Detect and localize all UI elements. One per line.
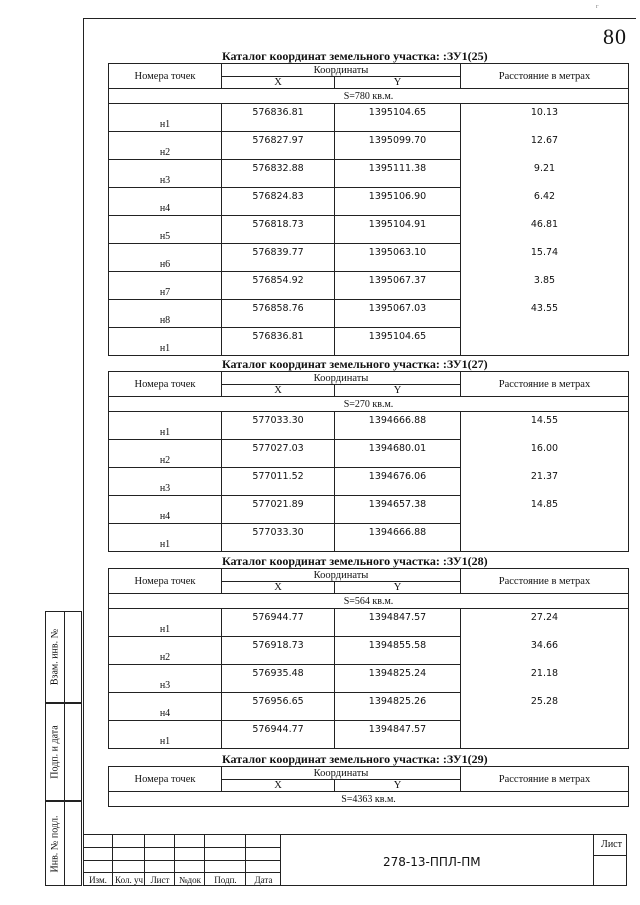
coordinate-x: 576839.77 [222,244,335,272]
coordinate-y: 1394657.38 [335,496,461,524]
catalog-title: Каталог координат земельного участка: :ЗУ1(27) [222,357,488,371]
x-header: X [222,385,335,397]
coordinate-x: 576836.81 [222,104,335,132]
tb-col-label: Дата [254,875,273,885]
area-value: S=564 кв.м. [109,594,629,609]
coordinate-x: 576956.65 [222,693,335,721]
distance-value: 21.18 [461,665,629,693]
distance-value: 3.85 [461,272,629,300]
tb-col-label: №док [178,875,202,885]
y-header: Y [335,780,461,792]
sheet-label: Лист [601,839,622,850]
points-header: Номера точек [109,767,222,792]
points-header: Номера точек [109,569,222,594]
table-row [109,300,629,328]
header-row [109,372,629,385]
coordinate-y: 1395111.38 [335,160,461,188]
frame-top-border [83,18,636,19]
coordinate-y: 1394666.88 [335,524,461,552]
table-row [109,328,629,356]
point-number: н2 [109,637,222,665]
distance-value: 10.13 [461,104,629,132]
tb-col-label: Лист [150,875,170,885]
distance-value [461,328,629,356]
table-row [109,244,629,272]
distance-value: 16.00 [461,440,629,468]
point-number: н1 [109,412,222,440]
distance-value [461,524,629,552]
point-number: н2 [109,440,222,468]
point-number: н1 [109,721,222,749]
stamp-inv-orig [45,801,82,886]
point-number: н1 [109,104,222,132]
coordinate-y: 1394825.24 [335,665,461,693]
coordinate-x: 576827.97 [222,132,335,160]
coordinate-x: 576935.48 [222,665,335,693]
coordinate-y: 1394680.01 [335,440,461,468]
table-row [109,132,629,160]
frame-left-border [83,18,84,886]
point-number: н6 [109,244,222,272]
point-number: н1 [109,524,222,552]
catalog-title: Каталог координат земельного участка: :ЗУ1(29) [222,752,488,766]
tb-col-label: Кол. уч [115,875,143,885]
point-number: н5 [109,216,222,244]
distance-value: 14.85 [461,496,629,524]
point-number: н1 [109,328,222,356]
coordinate-y: 1395104.65 [335,104,461,132]
catalog-title: Каталог координат земельного участка: :ЗУ1(28) [222,554,488,568]
coordinate-y: 1394847.57 [335,721,461,749]
coordinate-x: 576836.81 [222,328,335,356]
distance-header: Расстояние в метрах [461,569,629,594]
stamp-label: Подп. и дата [49,725,61,779]
y-header: Y [335,77,461,89]
coordinate-y: 1395104.91 [335,216,461,244]
coordinate-x: 576858.76 [222,300,335,328]
y-header: Y [335,582,461,594]
page-number: 80 [603,24,627,49]
table-row [109,496,629,524]
coordinate-x: 577011.52 [222,468,335,496]
area-row [109,89,629,104]
area-value: S=780 кв.м. [109,89,629,104]
coordinate-table [108,568,629,749]
stamp-label: Инв. № подл. [49,815,61,872]
coordinate-y: 1395067.03 [335,300,461,328]
table-row [109,188,629,216]
distance-value: 34.66 [461,637,629,665]
area-value: S=270 кв.м. [109,397,629,412]
table-row [109,721,629,749]
coordinate-y: 1394666.88 [335,412,461,440]
coordinate-x: 576918.73 [222,637,335,665]
table-row [109,665,629,693]
area-row [109,594,629,609]
coordinates-header: Координаты [222,569,461,582]
point-number: н4 [109,496,222,524]
coordinate-y: 1395104.65 [335,328,461,356]
distance-value: 6.42 [461,188,629,216]
distance-value: 46.81 [461,216,629,244]
coordinate-x: 576944.77 [222,609,335,637]
area-row [109,792,629,807]
point-number: н4 [109,188,222,216]
coordinate-table [108,371,629,552]
distance-value: 15.74 [461,244,629,272]
points-header: Номера точек [109,372,222,397]
table-row [109,693,629,721]
header-row [109,569,629,582]
table-row [109,160,629,188]
distance-header: Расстояние в метрах [461,767,629,792]
point-number: н3 [109,160,222,188]
coordinate-y: 1395099.70 [335,132,461,160]
point-number: н7 [109,272,222,300]
x-header: X [222,77,335,89]
area-row [109,397,629,412]
table-row [109,104,629,132]
coordinate-table [108,63,629,356]
table-row [109,468,629,496]
coordinates-header: Координаты [222,372,461,385]
coordinate-y: 1395063.10 [335,244,461,272]
points-header: Номера точек [109,64,222,89]
table-row [109,440,629,468]
header-row [109,767,629,780]
distance-header: Расстояние в метрах [461,64,629,89]
title-block [83,834,627,886]
x-header: X [222,780,335,792]
catalog-title: Каталог координат земельного участка: :ЗУ1(25) [222,49,488,63]
coordinate-x: 577033.30 [222,412,335,440]
header-row [109,64,629,77]
coordinate-x: 576944.77 [222,721,335,749]
stamp-sign-date [45,703,82,801]
coordinate-x: 576832.88 [222,160,335,188]
distance-value: 43.55 [461,300,629,328]
stamp-label: Взам. инв. № [49,628,61,686]
coordinate-y: 1395106.90 [335,188,461,216]
coordinate-y: 1394855.58 [335,637,461,665]
x-header: X [222,582,335,594]
coordinate-y: 1394676.06 [335,468,461,496]
coordinate-y: 1394825.26 [335,693,461,721]
corner-mark: г [596,4,599,10]
y-header: Y [335,385,461,397]
table-row [109,272,629,300]
coordinate-x: 577021.89 [222,496,335,524]
tb-col-label: Подп. [214,875,237,885]
distance-value: 27.24 [461,609,629,637]
distance-value: 14.55 [461,412,629,440]
point-number: н1 [109,609,222,637]
distance-value [461,721,629,749]
table-row [109,216,629,244]
distance-value: 25.28 [461,693,629,721]
table-row [109,412,629,440]
distance-value: 9.21 [461,160,629,188]
tb-col-label: Изм. [89,875,107,885]
coordinates-header: Координаты [222,767,461,780]
table-row [109,637,629,665]
coordinate-x: 577027.03 [222,440,335,468]
coordinate-y: 1394847.57 [335,609,461,637]
distance-value: 21.37 [461,468,629,496]
coordinate-x: 576818.73 [222,216,335,244]
stamp-inv-replace [45,611,82,703]
distance-value: 12.67 [461,132,629,160]
area-value: S=4363 кв.м. [109,792,629,807]
point-number: н2 [109,132,222,160]
coordinate-x: 577033.30 [222,524,335,552]
point-number: н3 [109,665,222,693]
coordinate-x: 576824.83 [222,188,335,216]
point-number: н8 [109,300,222,328]
point-number: н4 [109,693,222,721]
point-number: н3 [109,468,222,496]
table-row [109,524,629,552]
document-code: 278-13-ППЛ-ПМ [383,855,481,869]
distance-header: Расстояние в метрах [461,372,629,397]
coordinate-x: 576854.92 [222,272,335,300]
coordinate-table [108,766,629,807]
coordinate-y: 1395067.37 [335,272,461,300]
coordinates-header: Координаты [222,64,461,77]
table-row [109,609,629,637]
